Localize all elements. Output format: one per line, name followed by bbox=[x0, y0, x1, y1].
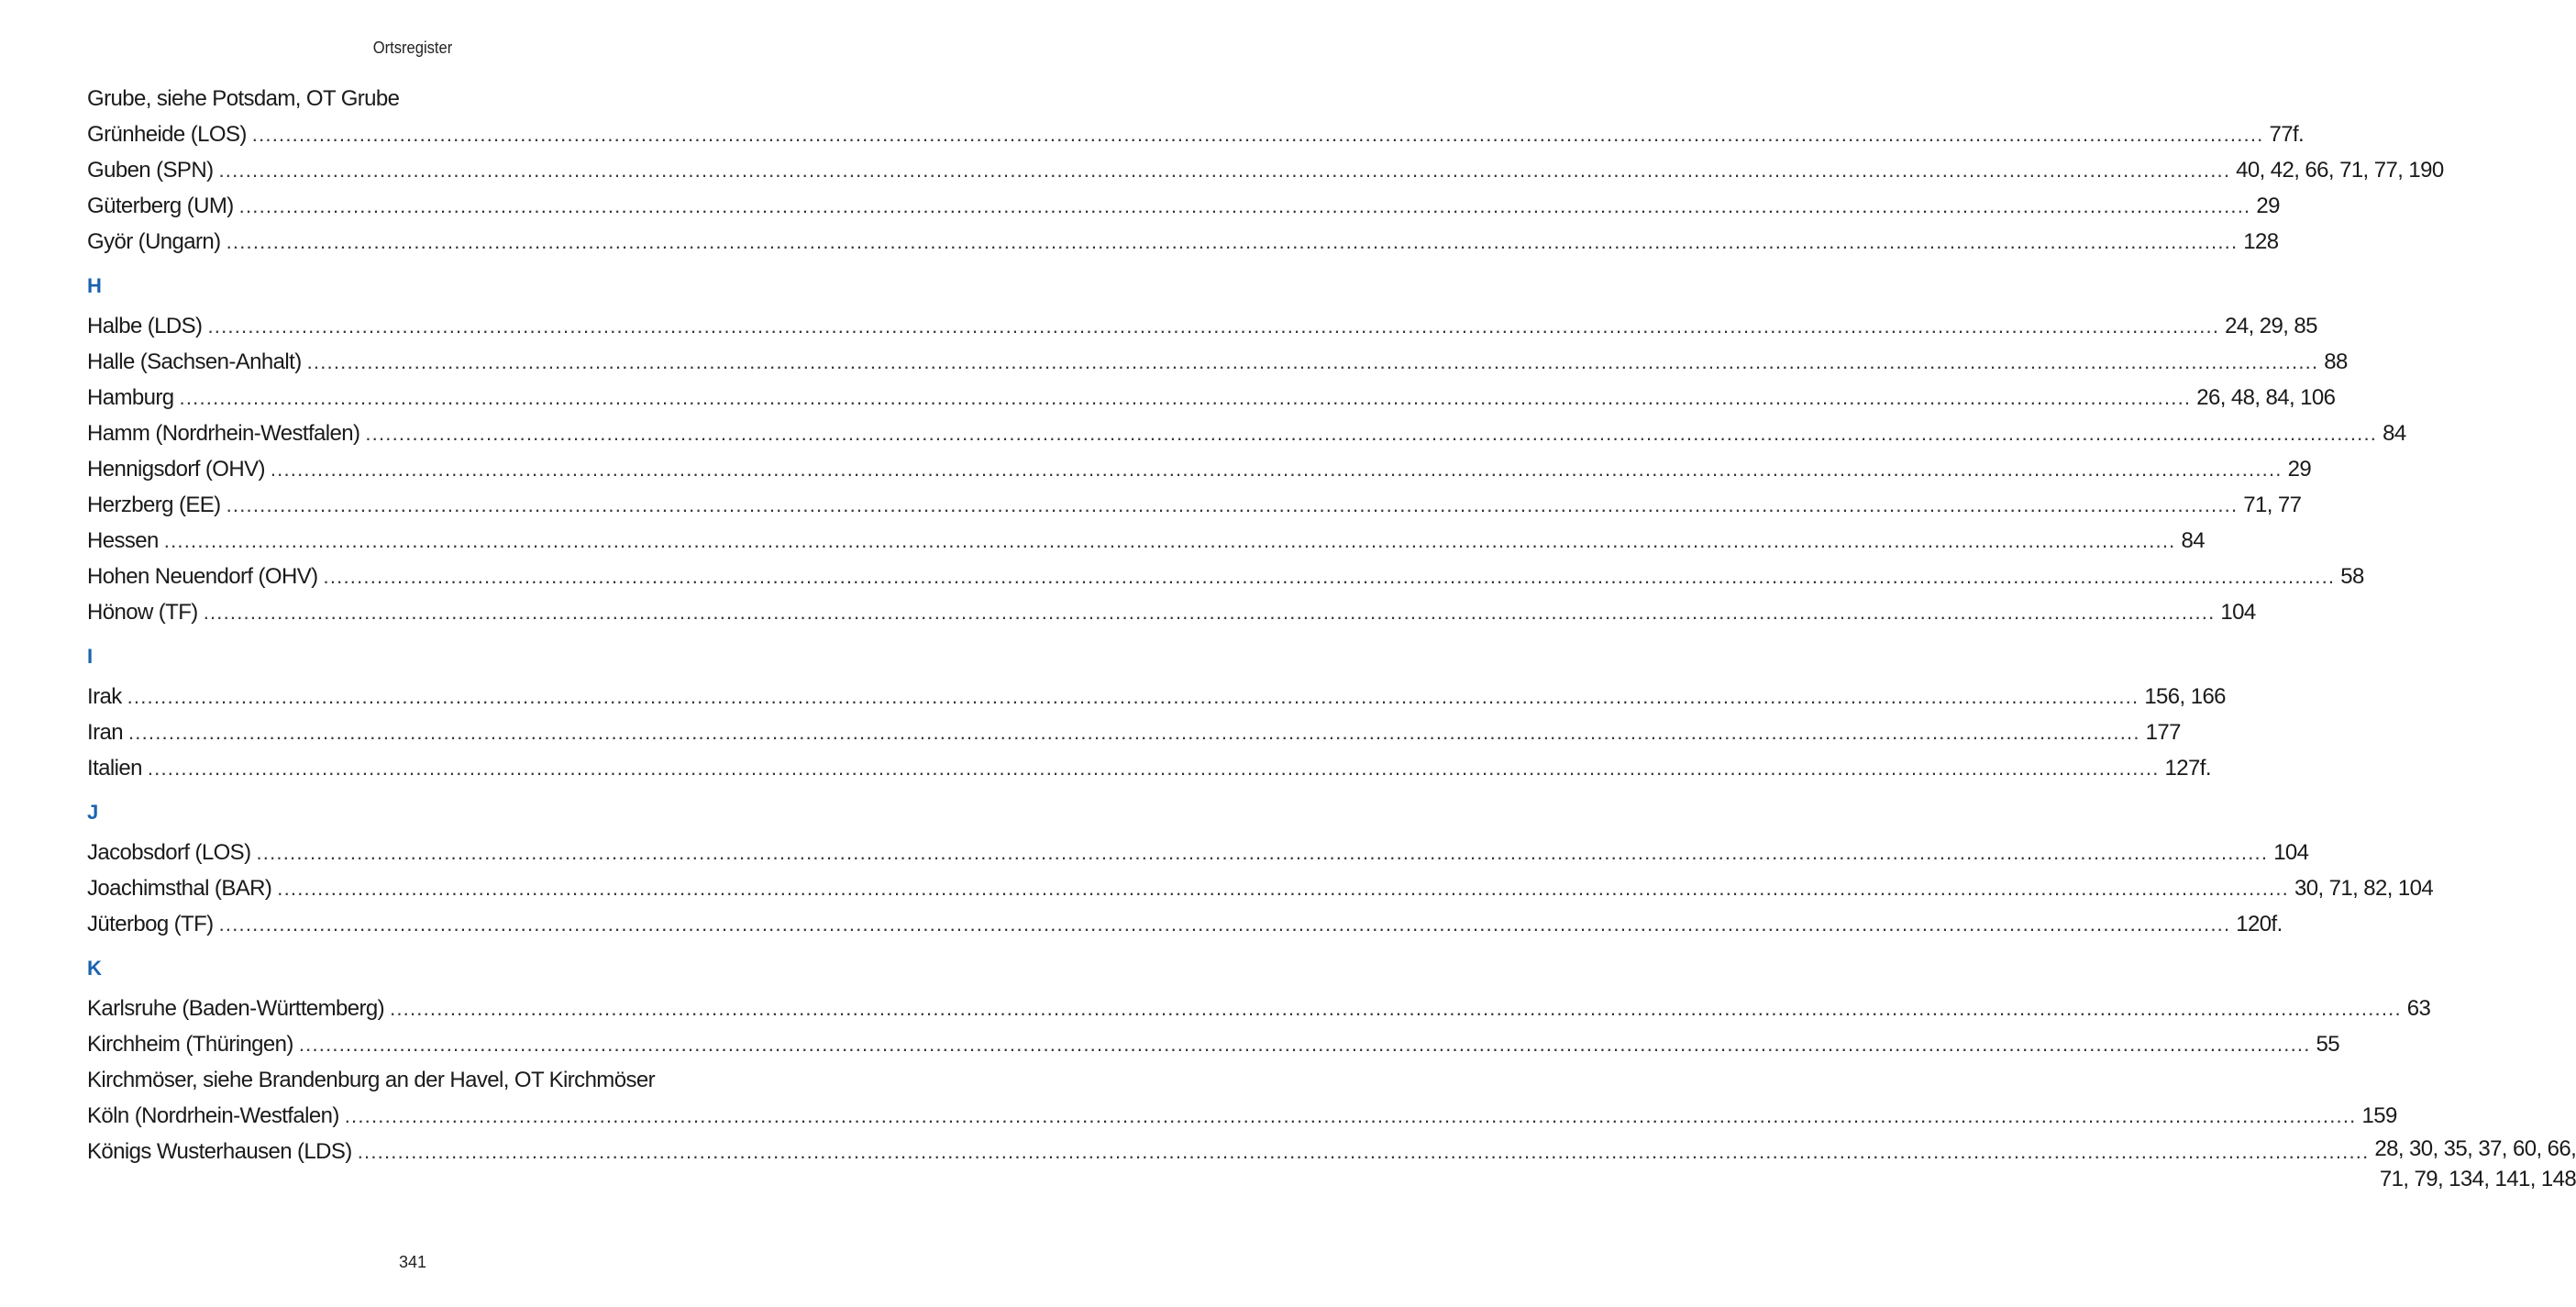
entry-pages: 159 bbox=[2361, 1103, 2397, 1128]
entry-pages-line: 28, 30, 35, 37, 60, 66, bbox=[2374, 1136, 2576, 1161]
entry-pages: 177 bbox=[2145, 720, 2181, 745]
index-entry bbox=[87, 906, 2283, 942]
index-entry bbox=[87, 415, 2406, 451]
index-entry bbox=[87, 1062, 735, 1098]
dot-leader: ............................................................................................................................................................................................................................................................................................................ bbox=[207, 315, 2220, 338]
entry-pages: 120f. bbox=[2236, 912, 2283, 936]
entry-pages: 84 bbox=[2181, 528, 2205, 553]
entry-pages: 128 bbox=[2243, 229, 2279, 254]
dot-leader: ............................................................................................................................................................................................................................................................................................................ bbox=[218, 159, 2231, 182]
entry-name: Hamburg bbox=[87, 385, 174, 410]
index-entry bbox=[87, 1098, 2397, 1134]
dot-leader: ............................................................................................................................................................................................................................................................................................................ bbox=[163, 529, 2176, 552]
entry-pages bbox=[2374, 1134, 2576, 1194]
index-entry bbox=[87, 1026, 2340, 1062]
dot-leader: ............................................................................................................................................................................................................................................................................................................ bbox=[357, 1140, 2370, 1163]
index-entry bbox=[87, 714, 2181, 750]
index-section bbox=[87, 645, 2226, 786]
dot-leader: ............................................................................................................................................................................................................................................................................................................ bbox=[270, 458, 2283, 481]
section-letter: I bbox=[87, 645, 94, 668]
index-section bbox=[87, 801, 2434, 942]
section-letter: H bbox=[87, 274, 102, 297]
entry-pages: 26, 48, 84, 106 bbox=[2196, 385, 2336, 410]
index-entry bbox=[87, 451, 2312, 487]
dot-leader: ............................................................................................................................................................................................................................................................................................................ bbox=[179, 386, 2192, 409]
dot-leader: ............................................................................................................................................................................................................................................................................................................ bbox=[147, 757, 2160, 780]
index-entry bbox=[87, 308, 2317, 344]
index-entry bbox=[87, 523, 2205, 559]
index-section bbox=[87, 957, 2576, 1194]
entry-pages: 29 bbox=[2256, 194, 2280, 218]
index-entry bbox=[87, 1134, 2576, 1194]
index-entry bbox=[87, 344, 2348, 380]
entry-name: Königs Wusterhausen (LDS) bbox=[87, 1139, 352, 1164]
entry-pages-continuation: 71, 79, 134, 141, 148 bbox=[2379, 1167, 2576, 1191]
entry-name: Hennigsdorf (OHV) bbox=[87, 457, 265, 482]
entry-name: Karlsruhe (Baden-Württemberg) bbox=[87, 996, 385, 1021]
index-entry bbox=[87, 594, 2256, 630]
dot-leader: ............................................................................................................................................................................................................................................................................................................ bbox=[127, 721, 2140, 744]
dot-leader: ............................................................................................................................................................................................................................................................................................................ bbox=[256, 841, 2269, 864]
entry-pages: 104 bbox=[2220, 600, 2256, 625]
entry-name: Hamm (Nordrhein-Westfalen) bbox=[87, 421, 360, 446]
dot-leader: ............................................................................................................................................................................................................................................................................................................ bbox=[218, 913, 2231, 936]
index-entry bbox=[87, 116, 2305, 152]
dot-leader: ............................................................................................................................................................................................................................................................................................................ bbox=[323, 565, 2336, 588]
entry-name: Jüterbog (TF) bbox=[87, 912, 214, 936]
entry-name: Hönow (TF) bbox=[87, 600, 198, 625]
entry-name: Kirchheim (Thüringen) bbox=[87, 1032, 293, 1057]
dot-leader: ............................................................................................................................................................................................................................................................................................................ bbox=[226, 493, 2239, 516]
entry-name: Iran bbox=[87, 720, 123, 745]
dot-leader: ............................................................................................................................................................................................................................................................................................................ bbox=[306, 350, 2319, 373]
entry-pages: 63 bbox=[2406, 996, 2431, 1021]
running-head: Ortsregister bbox=[372, 39, 453, 57]
dot-leader: ............................................................................................................................................................................................................................................................................................................ bbox=[365, 422, 2378, 445]
index-entry bbox=[87, 679, 2226, 714]
entry-name: Jacobsdorf (LOS) bbox=[87, 840, 251, 865]
index-entry bbox=[87, 991, 2431, 1026]
dot-leader: ............................................................................................................................................................................................................................................................................................................ bbox=[251, 123, 2264, 146]
dot-leader: ............................................................................................................................................................................................................................................................................................................ bbox=[127, 685, 2139, 708]
page-number: 341 bbox=[398, 1253, 427, 1271]
place-index bbox=[87, 81, 2576, 1194]
entry-name: Grube, siehe Potsdam, OT Grube bbox=[87, 86, 400, 111]
index-entry bbox=[87, 188, 2280, 224]
section-letter: J bbox=[87, 801, 99, 824]
index-entry bbox=[87, 380, 2336, 415]
entry-pages: 40, 42, 66, 71, 77, 190 bbox=[2236, 158, 2444, 183]
entry-name: Halbe (LDS) bbox=[87, 314, 203, 338]
dot-leader: ............................................................................................................................................................................................................................................................................................................ bbox=[344, 1104, 2357, 1127]
entry-name: Györ (Ungarn) bbox=[87, 229, 221, 254]
section-letter: K bbox=[87, 957, 102, 980]
dot-leader: ............................................................................................................................................................................................................................................................................................................ bbox=[277, 877, 2289, 900]
entry-name: Grünheide (LOS) bbox=[87, 122, 247, 147]
dot-leader: ............................................................................................................................................................................................................................................................................................................ bbox=[390, 997, 2402, 1020]
entry-name: Irak bbox=[87, 684, 122, 709]
entry-name: Hessen bbox=[87, 528, 159, 553]
index-entry bbox=[87, 559, 2364, 594]
entry-pages: 77f. bbox=[2269, 122, 2305, 147]
index-entry bbox=[87, 750, 2211, 786]
entry-pages: 84 bbox=[2383, 421, 2406, 446]
index-entry bbox=[87, 487, 2302, 523]
dot-leader: ............................................................................................................................................................................................................................................................................................................ bbox=[238, 194, 2251, 217]
entry-pages: 127f. bbox=[2164, 756, 2211, 781]
entry-name: Kirchmöser, siehe Brandenburg an der Havel, OT Kirchmöser bbox=[87, 1068, 655, 1092]
entry-pages: 71, 77 bbox=[2243, 493, 2302, 517]
dot-leader: ............................................................................................................................................................................................................................................................................................................ bbox=[298, 1033, 2311, 1056]
entry-pages: 24, 29, 85 bbox=[2225, 314, 2317, 338]
entry-pages: 156, 166 bbox=[2144, 684, 2226, 709]
dot-leader: ............................................................................................................................................................................................................................................................................................................ bbox=[226, 230, 2239, 253]
entry-name: Guben (SPN) bbox=[87, 158, 214, 183]
index-entry bbox=[87, 152, 2444, 188]
entry-pages: 104 bbox=[2273, 840, 2309, 865]
index-section bbox=[87, 274, 2406, 630]
entry-pages: 30, 71, 82, 104 bbox=[2294, 876, 2434, 901]
entry-pages: 55 bbox=[2316, 1032, 2340, 1057]
index-entry bbox=[87, 835, 2309, 870]
index-entry bbox=[87, 81, 735, 116]
entry-pages: 88 bbox=[2324, 349, 2348, 374]
entry-name: Herzberg (EE) bbox=[87, 493, 221, 517]
entry-name: Joachimsthal (BAR) bbox=[87, 876, 272, 901]
entry-name: Italien bbox=[87, 756, 142, 781]
entry-name: Güterberg (UM) bbox=[87, 194, 234, 218]
entry-pages: 58 bbox=[2340, 564, 2364, 589]
index-section bbox=[87, 81, 2444, 260]
entry-name: Köln (Nordrhein-Westfalen) bbox=[87, 1103, 339, 1128]
entry-name: Halle (Sachsen-Anhalt) bbox=[87, 349, 302, 374]
entry-pages: 29 bbox=[2287, 457, 2312, 482]
dot-leader: ............................................................................................................................................................................................................................................................................................................ bbox=[203, 601, 2216, 624]
index-entry bbox=[87, 224, 2279, 260]
index-entry bbox=[87, 870, 2434, 906]
entry-name: Hohen Neuendorf (OHV) bbox=[87, 564, 318, 589]
